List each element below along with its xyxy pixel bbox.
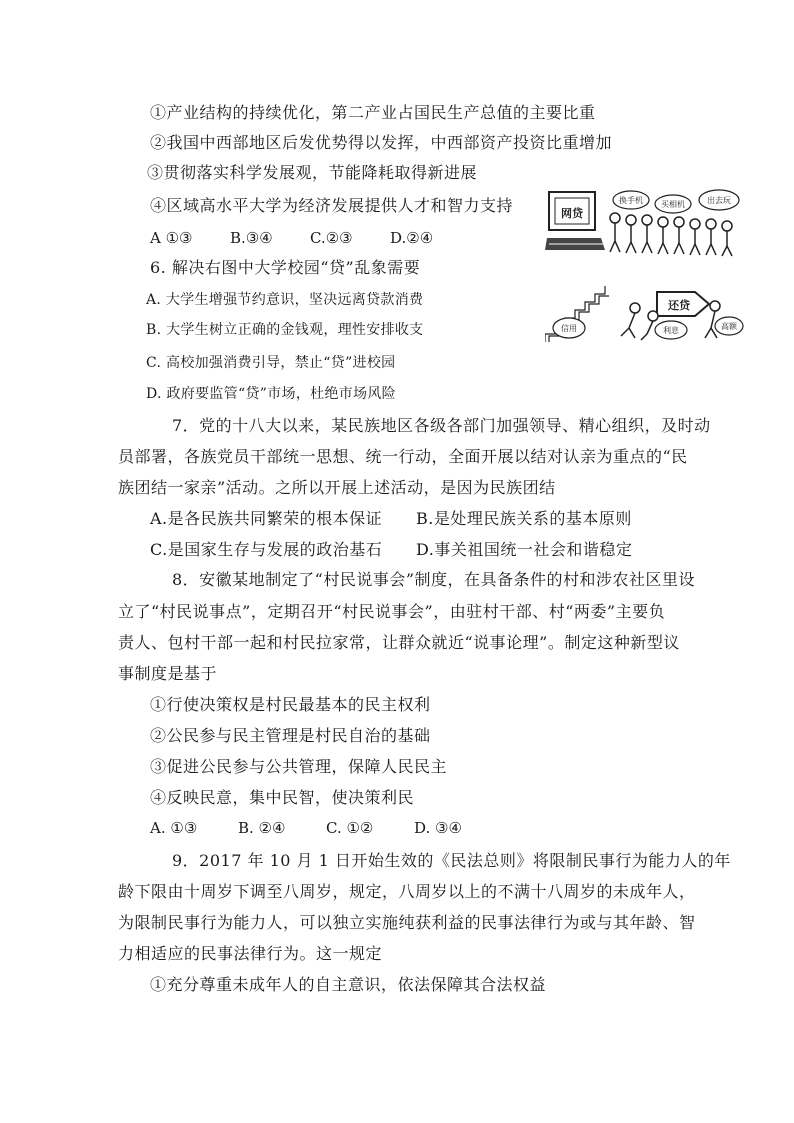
cartoon-sign-top: 网贷 xyxy=(561,207,583,220)
q8-line-4: 事制度是基于 xyxy=(118,664,218,683)
q8-option-b: B. ②④ xyxy=(238,819,286,837)
q5-item-1: ①产业结构的持续优化，第二产业占国民生产总值的主要比重 xyxy=(150,103,596,122)
bubble-label-2: 买相机 xyxy=(661,200,685,209)
q5-option-b: B.③④ xyxy=(230,229,273,247)
q7-option-c: C.是国家生存与发展的政治基石 xyxy=(150,540,383,559)
q5-options xyxy=(150,229,433,247)
q7-option-a: A.是各民族共同繁荣的根本保证 xyxy=(150,509,383,528)
bag-label-1: 信用 xyxy=(561,324,577,333)
q9-line-1: 9．2017 年 10 月 1 日开始生效的《民法总则》将限制民事行为能力人的年 xyxy=(172,851,731,870)
campus-loan-cartoon xyxy=(545,186,745,342)
bag-label-3: 高额 xyxy=(721,322,737,331)
q6-option-c: C. 高校加强消费引导，禁止“贷”进校园 xyxy=(146,355,396,371)
q8-options xyxy=(150,819,462,837)
q5-item-3: ③贯彻落实科学发展观，节能降耗取得新进展 xyxy=(147,163,478,182)
q5-item-4: ④区域高水平大学为经济发展提供人才和智力支持 xyxy=(150,196,514,215)
q8-item-3: ③促进公民参与公共管理，保障人民民主 xyxy=(150,757,448,776)
q7-line-2: 员部署，各族党员干部统一思想、统一行动，全面开展以结对认亲为重点的“民 xyxy=(118,447,688,466)
bubble-label-3: 出去玩 xyxy=(707,196,731,205)
q5-item-2: ②我国中西部地区后发优势得以发挥，中西部资产投资比重增加 xyxy=(150,133,613,152)
bubble-label-1: 换手机 xyxy=(619,196,643,205)
q7-option-b: B.是处理民族关系的基本原则 xyxy=(416,509,632,528)
q8-item-2: ②公民参与民主管理是村民自治的基础 xyxy=(150,726,431,745)
q8-line-2: 立了“村民说事点”，定期召开“村民说事会”，由驻村干部、村“两委”主要负 xyxy=(118,602,666,621)
q6-stem: 6. 解决右图中大学校园“贷”乱象需要 xyxy=(150,258,421,277)
q5-option-d: D.②④ xyxy=(390,229,434,247)
q7-option-d: D.事关祖国统一社会和谐稳定 xyxy=(416,540,633,559)
q8-option-a: A. ①③ xyxy=(150,819,198,837)
q8-option-c: C. ①② xyxy=(326,819,374,837)
computer-monitor-icon xyxy=(545,192,605,250)
q6-option-a: A. 大学生增强节约意识，坚决远离贷款消费 xyxy=(146,292,424,308)
cartoon-sign-bottom: 还贷 xyxy=(668,299,690,312)
q5-option-c: C.②③ xyxy=(310,229,353,247)
q9-line-2: 龄下限由十周岁下调至八周岁，规定，八周岁以上的不满十八周岁的未成年人， xyxy=(118,882,696,901)
q9-line-3: 为限制民事行为能力人，可以独立实施纯获利益的民事法律行为或与其年龄、智 xyxy=(118,913,696,932)
q9-item-1: ①充分尊重未成年人的自主意识，依法保障其合法权益 xyxy=(150,975,547,994)
q8-line-1: 8．安徽某地制定了“村民说事会”制度，在具备条件的村和涉农社区里设 xyxy=(172,570,696,589)
q8-item-1: ①行使决策权是村民最基本的民主权利 xyxy=(150,695,431,714)
bag-label-2: 利息 xyxy=(663,326,679,335)
q6-option-b: B. 大学生树立正确的金钱观，理性安排收支 xyxy=(146,322,424,338)
q7-line-3: 族团结一家亲”活动。之所以开展上述活动，是因为民族团结 xyxy=(118,478,556,497)
q9-line-4: 力相适应的民事法律行为。这一规定 xyxy=(118,944,383,963)
q8-line-3: 责人、包村干部一起和村民拉家常，让群众就近“说事论理”。制定这种新型议 xyxy=(118,633,680,652)
q8-item-4: ④反映民意，集中民智，使决策利民 xyxy=(150,788,415,807)
q5-option-a: A ①③ xyxy=(150,229,193,247)
q8-option-d: D. ③④ xyxy=(414,819,462,837)
q6-option-d: D. 政府要监管“贷”市场，杜绝市场风险 xyxy=(146,386,396,402)
q7-line-1: 7．党的十八大以来，某民族地区各级各部门加强领导、精心组织，及时动 xyxy=(172,416,711,435)
